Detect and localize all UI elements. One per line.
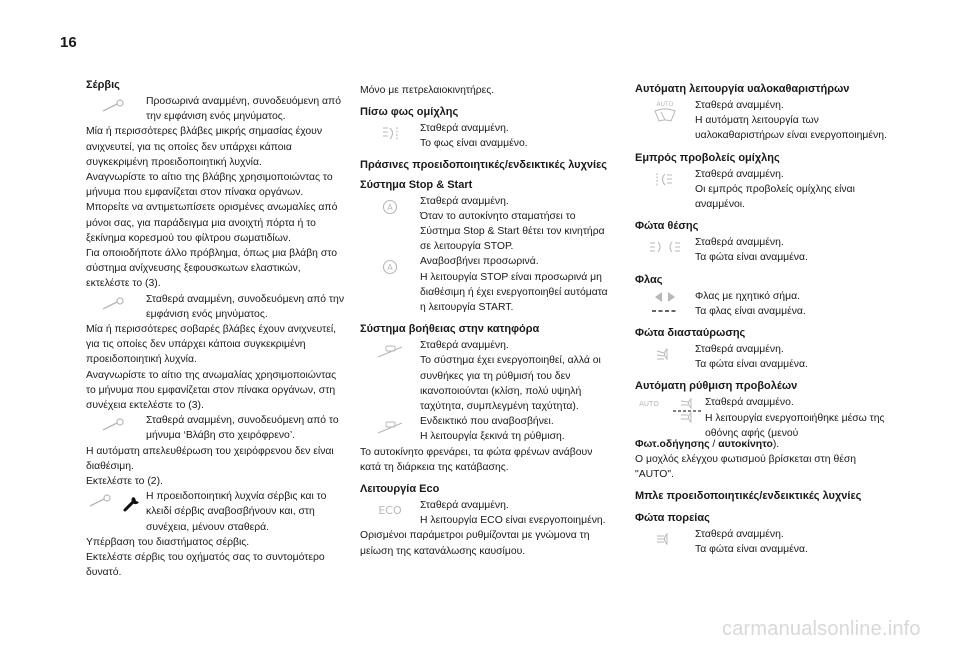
dipped-beam-icon [635, 342, 695, 372]
hill-descent-line-4: Η λειτουργία ξεκινά τη ρύθμιση. [420, 431, 565, 443]
service-text-5: Για οποιοδήποτε άλλο πρόβλημα, όπως μια βλάβη στο σύστημα ανίχνευσης ξεφουσκωτων ελαστικών, εκτελέστε το (3). [86, 248, 337, 290]
hill-descent-line-3: Ενδεικτικό που αναβοσβήνει. [420, 416, 554, 428]
service-indicator-handbrake [86, 413, 344, 443]
auto-beam-line-3: Ο μοχλός ελέγχου φωτισμού βρίσκεται στη θέση "AUTO". [635, 454, 857, 481]
service-text-14: Εκτελέστε σέρβις του οχήματός σας το συντομότερο δυνατό. [86, 552, 325, 579]
svg-text:A: A [387, 202, 393, 212]
indicators-line-1: Φλας με ηχητικό σήμα. [695, 290, 800, 302]
eco-line-2: Η λειτουργία ECO είναι ενεργοποιημένη. [420, 515, 606, 527]
side-lamps-indicator [635, 235, 897, 265]
indicators-line-2: Τα φλας είναι αναμμένα. [695, 305, 806, 317]
diesel-note: Μόνο με πετρελαιοκινητήρες. [360, 85, 495, 96]
eco-icon [360, 498, 420, 528]
service-text-3: Αναγνωρίστε το αίτιο της βλάβης χρησιμοποιώντας το μήνυμα που εμφανίζεται στον πίνακα οργάνων. [86, 172, 333, 199]
service-text-9: Σταθερά αναμμένη, συνοδευόμενη από το μήνυμα ‘Βλάβη στο χειρόφρενο’. [146, 415, 339, 442]
main-beam-icon [635, 527, 695, 557]
main-beam-indicator [635, 527, 897, 557]
svg-text:ECO: ECO [378, 504, 402, 518]
stop-start-line-2: Όταν το αυτοκίνητο σταματήσει το Σύστημα Stop & Start θέτει τον κινητήρα σε λειτουργία STOP. [420, 210, 605, 253]
hill-descent-title: Σύστημα βοήθειας στην κατηφόρα [360, 323, 540, 336]
front-fog-title: Εμπρός προβολείς ομίχλης [635, 151, 780, 164]
service-text-6: Σταθερά αναμμένη, συνοδευόμενη από την εμφάνιση ενός μηνύματος. [146, 293, 345, 320]
auto-beam-line-2b: ). [772, 439, 780, 451]
stop-start-icon [360, 254, 420, 284]
column-lamps [360, 78, 616, 559]
rear-fog-indicator [360, 121, 616, 151]
main-beam-line-2: Τα φώτα είναι αναμμένα. [695, 543, 808, 555]
hill-descent-line-2: Το σύστημα έχει ενεργοποιηθεί, αλλά οι συνθήκες για τη ρύθμισή του δεν ικανοποιούνται (κλίση, πολύ υψηλή ταχύτητα, συμπλεγμένη ταχύτητα). [420, 355, 601, 413]
eco-indicator [360, 498, 616, 528]
stop-start-indicator-flash [360, 254, 616, 315]
indicator-arrows-icon [635, 289, 695, 319]
stop-start-icon [360, 194, 420, 224]
auto-beam-line-2a: Η λειτουργία ενεργοποιήθηκε μέσω της οθόνης αφής (μενού [705, 412, 885, 439]
page-number: 16 [60, 34, 77, 51]
column-lights [635, 78, 897, 557]
dipped-beam-line-1: Σταθερά αναμμένη. [695, 344, 784, 356]
indicators-title: Φλας [635, 273, 663, 286]
service-title: Σέρβις [86, 79, 120, 91]
hill-descent-indicator-flash [360, 414, 616, 444]
side-lamps-icon [635, 235, 695, 265]
column-service [86, 78, 344, 581]
rear-fog-title: Πίσω φως ομίχλης [360, 106, 459, 119]
svg-text:A: A [387, 263, 393, 273]
rear-fog-lamp-icon [360, 121, 420, 151]
hill-descent-indicator-fixed [360, 338, 616, 414]
blue-lamps-title: Μπλε προειδοποιητικές/ενδεικτικές λυχνίες [635, 489, 862, 502]
hill-descent-icon [360, 338, 420, 368]
hill-descent-icon [360, 414, 420, 444]
side-lamps-line-1: Σταθερά αναμμένη. [695, 237, 784, 249]
indicators-indicator [635, 289, 897, 319]
auto-wipe-line-2: Η αυτόματη λειτουργία των υαλοκαθαριστήρων είναι ενεργοποιημένη. [695, 115, 887, 142]
service-text-10: Η αυτόματη απελευθέρωση του χειρόφρενου δεν είναι διαθέσιμη. [86, 445, 334, 472]
service-text-7: Μία ή περισσότερες σοβαρές βλάβες έχουν ανιχνευτεί, για τις οποίες δεν υπάρχει κάποια συγκεκριμένη προειδοποιητική λυχνία. [86, 324, 337, 366]
rear-fog-line-2: Το φως είναι αναμμένο. [420, 138, 528, 150]
auto-beam-menu-vehicle: αυτοκίνητο [718, 439, 773, 451]
auto-wipe-title: Αυτόματη λειτουργία υαλοκαθαριστήρων [635, 83, 850, 95]
watermark: carmanualsonline.info [722, 618, 921, 640]
service-text-11: Εκτελέστε το (2). [86, 476, 163, 488]
side-lamps-line-2: Τα φώτα είναι αναμμένα. [695, 252, 808, 264]
side-lamps-title: Φώτα θέσης [635, 220, 699, 233]
main-beam-title: Φώτα πορείας [635, 511, 710, 524]
front-fog-lamp-icon [635, 167, 695, 197]
auto-beam-line-1: Σταθερά αναμμένο. [705, 397, 794, 409]
stop-start-line-3: Αναβοσβήνει προσωρινά. [420, 256, 539, 268]
stop-start-title: Σύστημα Stop & Start [360, 178, 473, 191]
stop-start-line-1: Σταθερά αναμμένη. [420, 195, 509, 207]
service-indicator-key [86, 489, 344, 535]
spanner-key-icon [86, 489, 146, 519]
service-text-4: Μπορείτε να αντιμετωπίσετε ορισμένες ανωμαλίες από μόνοι σας, για παράδειγμα μια ανοιχτή πόρτα ή το ξεκίνημα κορεσμού του φίλτρου σωματιδίων. [86, 202, 338, 244]
front-fog-indicator [635, 167, 897, 213]
service-indicator-temporary [86, 94, 344, 124]
svg-text:AUTO: AUTO [639, 400, 659, 409]
wrench-icon [86, 94, 146, 124]
service-text-8: Αναγνωρίστε το αίτιο της ανωμαλίας χρησιμοποιώντας το μήνυμα που εμφανίζεται στον πίνακα οργάνων, στη συνέχεια εκτελέστε το (3). [86, 369, 337, 412]
wrench-icon [86, 413, 146, 443]
auto-beam-menu-sep: / [709, 439, 719, 451]
auto-beam-menu-lighting: Φωτ.οδήγησης [635, 439, 710, 451]
service-text-12: Η προειδοποιητική λυχνία σέρβις και το κλειδί σέρβις αναβοσβήνουν και, στη συνέχεια, μένουν σταθερά. [146, 491, 327, 533]
eco-line-1: Σταθερά αναμμένη. [420, 500, 509, 512]
rear-fog-line-1: Σταθερά αναμμένη. [420, 123, 509, 135]
svg-text:AUTO: AUTO [656, 101, 674, 108]
dipped-beam-line-2: Τα φώτα είναι αναμμένα. [695, 359, 808, 371]
hill-descent-line-1: Σταθερά αναμμένη. [420, 340, 509, 352]
service-indicator-fixed [86, 292, 344, 322]
service-text-1: Προσωρινά αναμμένη, συνοδευόμενη από την εμφάνιση ενός μηνύματος. [146, 96, 341, 123]
auto-beam-indicator [635, 395, 897, 441]
eco-line-3: Ορισμένοι παράμετροι ρυθμίζονται με γνώμονα τη μείωση της κατανάλωσης καυσίμου. [360, 530, 590, 557]
stop-start-indicator-fixed [360, 194, 616, 255]
front-fog-line-2: Οι εμπρός προβολείς ομίχλης είναι αναμμένοι. [695, 183, 855, 211]
stop-start-line-4: Η λειτουργία STOP είναι προσωρινά μη διαθέσιμη ή έχει ενεργοποιηθεί αυτόματα η λειτουργία START. [420, 271, 608, 314]
wrench-icon [86, 292, 146, 322]
eco-title: Λειτουργία Eco [360, 483, 440, 496]
service-text-13: Υπέρβαση του διαστήματος σέρβις. [86, 536, 250, 548]
hill-descent-line-5: Το αυτοκίνητο φρενάρει, τα φώτα φρένων ανάβουν κατά τη διάρκεια της κατάβασης. [360, 446, 593, 473]
service-text-2: Μία ή περισσότερες βλάβες μικρής σημασίας έχουν ανιχνευτεί, για τις οποίες δεν υπάρχει κάποια συγκεκριμένη προειδοποιητική λυχνία. [86, 126, 323, 168]
auto-wiper-icon [635, 98, 695, 128]
auto-beam-title: Αυτόματη ρύθμιση προβολέων [635, 380, 798, 393]
main-beam-line-1: Σταθερά αναμμένη. [695, 528, 784, 540]
dipped-beam-indicator [635, 342, 897, 372]
auto-wipe-indicator [635, 98, 897, 144]
auto-wipe-line-1: Σταθερά αναμμένη. [695, 100, 784, 111]
dipped-beam-title: Φώτα διασταύρωσης [635, 327, 746, 340]
auto-beam-icon [635, 395, 705, 429]
green-lamps-title: Πράσινες προειδοποιητικές/ενδεικτικές λυχνίες [360, 158, 608, 171]
front-fog-line-1: Σταθερά αναμμένη. [695, 168, 784, 180]
